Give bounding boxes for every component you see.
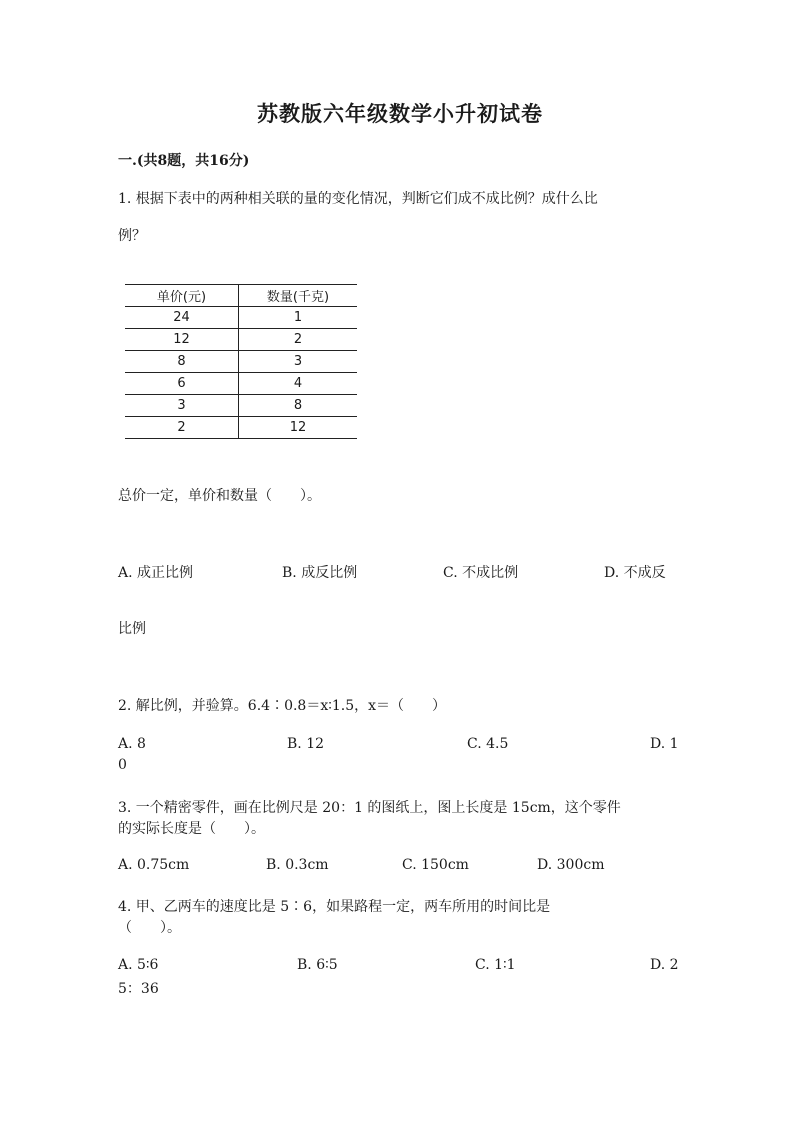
- question-1-option-d: D. 不成反: [604, 565, 666, 581]
- question-3-line-2: 的实际长度是（ ）。: [118, 821, 265, 837]
- question-4-line-2: （ ）。: [118, 920, 181, 936]
- question-4-option-c: C. 1∶1: [475, 957, 516, 973]
- table-cell: 24: [125, 307, 239, 329]
- table-cell: 4: [293, 376, 303, 391]
- table-row: [125, 373, 357, 395]
- question-2-option-d: D. 1: [650, 736, 679, 752]
- question-2-option-b: B. 12: [287, 736, 325, 752]
- table-header-cell: 数量(千克): [266, 290, 330, 305]
- table-cell: 3: [293, 354, 303, 369]
- section-heading: 一.(共8题，共16分): [118, 153, 250, 169]
- question-3-line-1: 3. 一个精密零件，画在比例尺是 20：1 的图纸上，图上长度是 15cm，这个零件: [118, 800, 621, 816]
- question-4-option-d-wrap: 5：36: [118, 981, 159, 997]
- question-4-line-1: 4. 甲、乙两车的速度比是 5∶6，如果路程一定，两车所用的时间比是: [118, 899, 551, 915]
- question-1-option-b: B. 成反比例: [282, 565, 358, 581]
- question-2-text: 2. 解比例，并验算。6.4∶0.8＝x∶1.5，x＝（ ）: [118, 698, 447, 714]
- table-cell: 2: [125, 417, 239, 439]
- question-1-stem: 总价一定，单价和数量（ ）。: [118, 488, 321, 504]
- table-cell: 8: [293, 398, 303, 413]
- question-2-option-d-wrap: 0: [118, 757, 127, 773]
- question-3-option-c: C. 150cm: [402, 857, 469, 873]
- table-cell: 3: [125, 395, 239, 417]
- table-cell: 8: [125, 351, 239, 373]
- question-2-option-a: A. 8: [118, 736, 146, 752]
- table-header-cell: 单价(元): [125, 285, 239, 307]
- table-cell: 2: [293, 332, 303, 347]
- question-2-option-c: C. 4.5: [467, 736, 509, 752]
- price-quantity-table: [125, 284, 357, 439]
- question-3-option-d: D. 300cm: [537, 857, 605, 873]
- table-row: [125, 417, 357, 439]
- table-row: [125, 395, 357, 417]
- table-cell: 1: [293, 310, 303, 325]
- question-1-option-a: A. 成正比例: [118, 565, 194, 581]
- table-row: [125, 351, 357, 373]
- question-3-option-b: B. 0.3cm: [266, 857, 329, 873]
- table-cell: 12: [289, 420, 307, 435]
- question-1-option-c: C. 不成比例: [443, 565, 519, 581]
- question-4-option-d: D. 2: [650, 957, 679, 973]
- table-row: [125, 307, 357, 329]
- table-header-row: [125, 285, 357, 307]
- question-3-option-a: A. 0.75cm: [118, 857, 190, 873]
- question-1-line-1: 1. 根据下表中的两种相关联的量的变化情况，判断它们成不成比例？成什么比: [118, 191, 598, 207]
- table-cell: 6: [125, 373, 239, 395]
- table-cell: 12: [125, 329, 239, 351]
- question-1-line-2: 例？: [118, 228, 146, 244]
- page-title: 苏教版六年级数学小升初试卷: [257, 101, 543, 126]
- question-4-option-b: B. 6∶5: [297, 957, 338, 973]
- question-1-option-d-wrap: 比例: [118, 621, 146, 637]
- question-4-option-a: A. 5∶6: [118, 957, 159, 973]
- table-row: [125, 329, 357, 351]
